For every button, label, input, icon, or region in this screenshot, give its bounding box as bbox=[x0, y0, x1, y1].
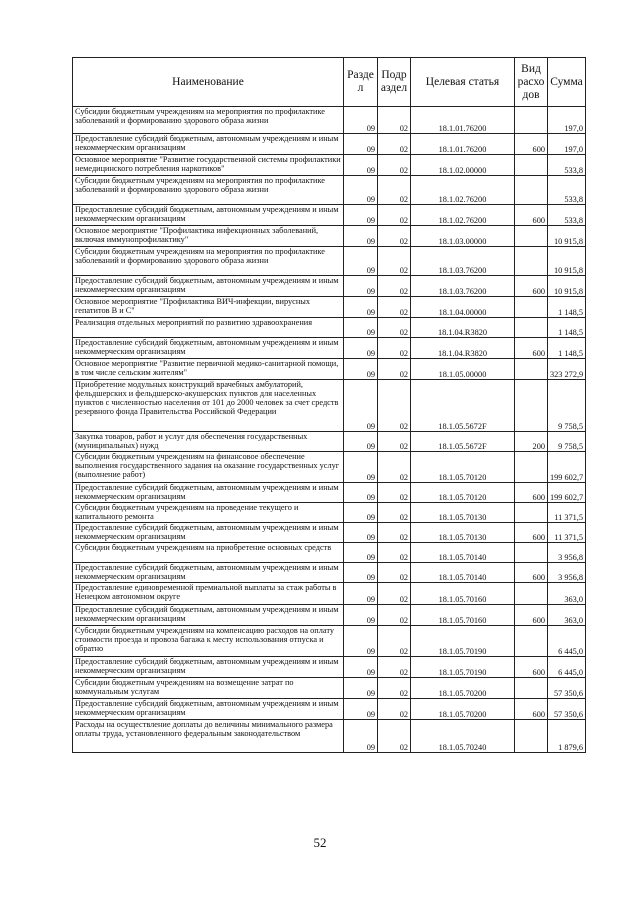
row-tselevaya-statya-cell: 18.1.05.70120 bbox=[411, 452, 515, 483]
table-row bbox=[73, 247, 586, 276]
row-podrazdel-cell: 02 bbox=[378, 134, 411, 155]
row-name-cell: Основное мероприятие "Профилактика ВИЧ-инфекции, вирусных гепатитов В и С" bbox=[73, 297, 344, 318]
row-razdel-cell: 09 bbox=[344, 318, 378, 338]
row-podrazdel-cell: 02 bbox=[378, 226, 411, 247]
row-name-cell: Предоставление субсидий бюджетным, автономным учреждениям и иным некоммерческим организациям bbox=[73, 657, 344, 678]
row-razdel-cell: 09 bbox=[344, 543, 378, 563]
row-vid-raskhodov-cell bbox=[515, 543, 548, 563]
row-name-cell: Субсидии бюджетным учреждениям на приобретение основных средств bbox=[73, 543, 344, 563]
row-podrazdel-cell: 02 bbox=[378, 107, 411, 134]
row-tselevaya-statya-cell: 18.1.05.70200 bbox=[411, 678, 515, 699]
row-vid-raskhodov-cell bbox=[515, 318, 548, 338]
table-body bbox=[73, 107, 586, 753]
row-name-cell: Предоставление субсидий бюджетным, автономным учреждениям и иным некоммерческим организациям bbox=[73, 483, 344, 503]
row-summa-cell: 10 915,8 bbox=[548, 276, 586, 297]
row-name-cell: Предоставление единовременной премиальной выплаты за стаж работы в Ненецком автономном округе bbox=[73, 583, 344, 605]
row-tselevaya-statya-cell: 18.1.05.5672F bbox=[411, 380, 515, 432]
col-header-podrazdel: Подр аздел bbox=[378, 58, 411, 107]
row-podrazdel-cell: 02 bbox=[378, 297, 411, 318]
row-podrazdel-cell: 02 bbox=[378, 359, 411, 380]
row-tselevaya-statya-cell: 18.1.05.70130 bbox=[411, 523, 515, 543]
row-tselevaya-statya-cell: 18.1.03.00000 bbox=[411, 226, 515, 247]
row-tselevaya-statya-cell: 18.1.05.70240 bbox=[411, 720, 515, 753]
row-razdel-cell: 09 bbox=[344, 626, 378, 657]
row-razdel-cell: 09 bbox=[344, 583, 378, 605]
row-tselevaya-statya-cell: 18.1.05.70140 bbox=[411, 563, 515, 583]
row-razdel-cell: 09 bbox=[344, 176, 378, 205]
row-name-cell: Субсидии бюджетным учреждениям на компенсацию расходов на оплату стоимости проезда и провоза багажа к месту использования отпуска и обратно bbox=[73, 626, 344, 657]
row-summa-cell: 11 371,5 bbox=[548, 523, 586, 543]
budget-table bbox=[72, 57, 586, 753]
row-vid-raskhodov-cell bbox=[515, 297, 548, 318]
row-vid-raskhodov-cell bbox=[515, 155, 548, 176]
table-row bbox=[73, 503, 586, 523]
row-podrazdel-cell: 02 bbox=[378, 338, 411, 359]
row-summa-cell: 199 602,7 bbox=[548, 483, 586, 503]
row-razdel-cell: 09 bbox=[344, 657, 378, 678]
table-row bbox=[73, 605, 586, 626]
row-summa-cell: 533,8 bbox=[548, 176, 586, 205]
row-razdel-cell: 09 bbox=[344, 338, 378, 359]
row-tselevaya-statya-cell: 18.1.05.70200 bbox=[411, 699, 515, 720]
row-razdel-cell: 09 bbox=[344, 107, 378, 134]
row-podrazdel-cell: 02 bbox=[378, 563, 411, 583]
row-vid-raskhodov-cell bbox=[515, 380, 548, 432]
row-podrazdel-cell: 02 bbox=[378, 657, 411, 678]
row-vid-raskhodov-cell: 600 bbox=[515, 134, 548, 155]
row-summa-cell: 199 602,7 bbox=[548, 452, 586, 483]
col-header-tselevaya-statya: Целевая статья bbox=[411, 58, 515, 107]
table-row bbox=[73, 226, 586, 247]
row-razdel-cell: 09 bbox=[344, 155, 378, 176]
row-podrazdel-cell: 02 bbox=[378, 155, 411, 176]
row-vid-raskhodov-cell: 600 bbox=[515, 605, 548, 626]
row-name-cell: Предоставление субсидий бюджетным, автономным учреждениям и иным некоммерческим организациям bbox=[73, 563, 344, 583]
row-vid-raskhodov-cell bbox=[515, 359, 548, 380]
row-summa-cell: 3 956,8 bbox=[548, 563, 586, 583]
row-summa-cell: 9 758,5 bbox=[548, 380, 586, 432]
row-podrazdel-cell: 02 bbox=[378, 583, 411, 605]
row-podrazdel-cell: 02 bbox=[378, 205, 411, 226]
table-row bbox=[73, 563, 586, 583]
row-summa-cell: 197,0 bbox=[548, 134, 586, 155]
row-tselevaya-statya-cell: 18.1.05.70130 bbox=[411, 503, 515, 523]
row-podrazdel-cell: 02 bbox=[378, 247, 411, 276]
col-header-vid-raskhodov: Вид расхо дов bbox=[515, 58, 548, 107]
row-summa-cell: 11 371,5 bbox=[548, 503, 586, 523]
row-razdel-cell: 09 bbox=[344, 359, 378, 380]
row-name-cell: Реализация отдельных мероприятий по развитию здравоохранения bbox=[73, 318, 344, 338]
row-name-cell: Предоставление субсидий бюджетным, автономным учреждениям и иным некоммерческим организациям bbox=[73, 276, 344, 297]
row-vid-raskhodov-cell bbox=[515, 583, 548, 605]
row-tselevaya-statya-cell: 18.1.02.76200 bbox=[411, 205, 515, 226]
row-vid-raskhodov-cell bbox=[515, 247, 548, 276]
row-name-cell: Предоставление субсидий бюджетным, автономным учреждениям и иным некоммерческим организациям bbox=[73, 338, 344, 359]
row-razdel-cell: 09 bbox=[344, 483, 378, 503]
row-summa-cell: 1 879,6 bbox=[548, 720, 586, 753]
table-row bbox=[73, 155, 586, 176]
row-name-cell: Субсидии бюджетным учреждениям на финансовое обеспечение выполнения государственного задания на оказание государственных услуг (выполнение работ) bbox=[73, 452, 344, 483]
row-tselevaya-statya-cell: 18.1.02.76200 bbox=[411, 176, 515, 205]
row-razdel-cell: 09 bbox=[344, 452, 378, 483]
row-podrazdel-cell: 02 bbox=[378, 605, 411, 626]
row-tselevaya-statya-cell: 18.1.01.76200 bbox=[411, 107, 515, 134]
row-vid-raskhodov-cell bbox=[515, 678, 548, 699]
table-row bbox=[73, 359, 586, 380]
row-name-cell: Субсидии бюджетным учреждениям на мероприятия по профилактике заболеваний и формированию здорового образа жизни bbox=[73, 107, 344, 134]
row-vid-raskhodov-cell: 200 bbox=[515, 432, 548, 452]
row-vid-raskhodov-cell: 600 bbox=[515, 523, 548, 543]
row-podrazdel-cell: 02 bbox=[378, 452, 411, 483]
row-razdel-cell: 09 bbox=[344, 563, 378, 583]
row-summa-cell: 57 350,6 bbox=[548, 678, 586, 699]
table-row bbox=[73, 380, 586, 432]
row-summa-cell: 10 915,8 bbox=[548, 226, 586, 247]
page-number: 52 bbox=[313, 835, 327, 850]
row-vid-raskhodov-cell: 600 bbox=[515, 483, 548, 503]
row-razdel-cell: 09 bbox=[344, 226, 378, 247]
row-tselevaya-statya-cell: 18.1.02.00000 bbox=[411, 155, 515, 176]
row-vid-raskhodov-cell: 600 bbox=[515, 205, 548, 226]
row-name-cell: Приобретение модульных конструкций врачебных амбулаторий, фельдшерских и фельдшерско-акушерских пунктов для населенных пунктов с численностью населения от 101 до 2000 человек за счет средств резервного фонда Правительства Российской Федерации bbox=[73, 380, 344, 432]
row-razdel-cell: 09 bbox=[344, 297, 378, 318]
row-name-cell: Предоставление субсидий бюджетным, автономным учреждениям и иным некоммерческим организациям bbox=[73, 699, 344, 720]
row-summa-cell: 57 350,6 bbox=[548, 699, 586, 720]
table-row bbox=[73, 297, 586, 318]
table-row bbox=[73, 276, 586, 297]
row-razdel-cell: 09 bbox=[344, 276, 378, 297]
row-tselevaya-statya-cell: 18.1.05.5672F bbox=[411, 432, 515, 452]
row-razdel-cell: 09 bbox=[344, 605, 378, 626]
table-row bbox=[73, 134, 586, 155]
table-row bbox=[73, 720, 586, 753]
row-summa-cell: 323 272,9 bbox=[548, 359, 586, 380]
row-podrazdel-cell: 02 bbox=[378, 318, 411, 338]
row-podrazdel-cell: 02 bbox=[378, 626, 411, 657]
row-summa-cell: 197,0 bbox=[548, 107, 586, 134]
table-row bbox=[73, 318, 586, 338]
row-tselevaya-statya-cell: 18.1.05.70190 bbox=[411, 657, 515, 678]
row-razdel-cell: 09 bbox=[344, 247, 378, 276]
table-row bbox=[73, 543, 586, 563]
row-tselevaya-statya-cell: 18.1.05.00000 bbox=[411, 359, 515, 380]
row-vid-raskhodov-cell: 600 bbox=[515, 276, 548, 297]
row-tselevaya-statya-cell: 18.1.04.R3820 bbox=[411, 318, 515, 338]
row-razdel-cell: 09 bbox=[344, 380, 378, 432]
row-name-cell: Расходы на осуществление доплаты до величины минимального размера оплаты труда, установленного федеральным законодательством bbox=[73, 720, 344, 753]
col-header-razdel: Разде л bbox=[344, 58, 378, 107]
table-row bbox=[73, 205, 586, 226]
col-header-summa: Сумма bbox=[548, 58, 586, 107]
table-row bbox=[73, 583, 586, 605]
row-tselevaya-statya-cell: 18.1.01.76200 bbox=[411, 134, 515, 155]
row-summa-cell: 10 915,8 bbox=[548, 247, 586, 276]
table-row bbox=[73, 176, 586, 205]
row-vid-raskhodov-cell bbox=[515, 226, 548, 247]
row-tselevaya-statya-cell: 18.1.05.70140 bbox=[411, 543, 515, 563]
row-razdel-cell: 09 bbox=[344, 432, 378, 452]
row-tselevaya-statya-cell: 18.1.05.70190 bbox=[411, 626, 515, 657]
table-header-row bbox=[73, 58, 586, 107]
row-podrazdel-cell: 02 bbox=[378, 523, 411, 543]
row-summa-cell: 363,0 bbox=[548, 583, 586, 605]
row-name-cell: Субсидии бюджетным учреждениям на мероприятия по профилактике заболеваний и формированию здорового образа жизни bbox=[73, 176, 344, 205]
row-summa-cell: 6 445,0 bbox=[548, 657, 586, 678]
row-tselevaya-statya-cell: 18.1.05.70160 bbox=[411, 605, 515, 626]
row-podrazdel-cell: 02 bbox=[378, 543, 411, 563]
row-summa-cell: 533,8 bbox=[548, 205, 586, 226]
row-summa-cell: 363,0 bbox=[548, 605, 586, 626]
row-name-cell: Предоставление субсидий бюджетным, автономным учреждениям и иным некоммерческим организациям bbox=[73, 523, 344, 543]
row-tselevaya-statya-cell: 18.1.04.R3820 bbox=[411, 338, 515, 359]
row-vid-raskhodov-cell: 600 bbox=[515, 563, 548, 583]
row-razdel-cell: 09 bbox=[344, 205, 378, 226]
row-name-cell: Субсидии бюджетным учреждениям на возмещение затрат по коммунальным услугам bbox=[73, 678, 344, 699]
row-name-cell: Предоставление субсидий бюджетным, автономным учреждениям и иным некоммерческим организациям bbox=[73, 134, 344, 155]
table-row bbox=[73, 657, 586, 678]
row-podrazdel-cell: 02 bbox=[378, 276, 411, 297]
row-vid-raskhodov-cell bbox=[515, 626, 548, 657]
row-razdel-cell: 09 bbox=[344, 720, 378, 753]
row-name-cell: Основное мероприятие "Развитие первичной медико-санитарной помощи, в том числе сельским жителям" bbox=[73, 359, 344, 380]
row-name-cell: Предоставление субсидий бюджетным, автономным учреждениям и иным некоммерческим организациям bbox=[73, 605, 344, 626]
table-row bbox=[73, 452, 586, 483]
row-vid-raskhodov-cell bbox=[515, 720, 548, 753]
table-row bbox=[73, 678, 586, 699]
row-razdel-cell: 09 bbox=[344, 678, 378, 699]
row-name-cell: Основное мероприятие "Развитие государственной системы профилактики немедицинского потребления наркотиков" bbox=[73, 155, 344, 176]
row-tselevaya-statya-cell: 18.1.05.70160 bbox=[411, 583, 515, 605]
row-summa-cell: 9 758,5 bbox=[548, 432, 586, 452]
row-vid-raskhodov-cell bbox=[515, 176, 548, 205]
row-razdel-cell: 09 bbox=[344, 523, 378, 543]
row-name-cell: Предоставление субсидий бюджетным, автономным учреждениям и иным некоммерческим организациям bbox=[73, 205, 344, 226]
table-row bbox=[73, 432, 586, 452]
row-podrazdel-cell: 02 bbox=[378, 483, 411, 503]
row-summa-cell: 533,8 bbox=[548, 155, 586, 176]
row-tselevaya-statya-cell: 18.1.05.70120 bbox=[411, 483, 515, 503]
row-summa-cell: 1 148,5 bbox=[548, 338, 586, 359]
row-vid-raskhodov-cell bbox=[515, 452, 548, 483]
row-podrazdel-cell: 02 bbox=[378, 176, 411, 205]
row-summa-cell: 6 445,0 bbox=[548, 626, 586, 657]
row-vid-raskhodov-cell: 600 bbox=[515, 699, 548, 720]
row-summa-cell: 1 148,5 bbox=[548, 297, 586, 318]
table-row bbox=[73, 107, 586, 134]
row-vid-raskhodov-cell: 600 bbox=[515, 657, 548, 678]
row-podrazdel-cell: 02 bbox=[378, 720, 411, 753]
row-podrazdel-cell: 02 bbox=[378, 503, 411, 523]
row-tselevaya-statya-cell: 18.1.03.76200 bbox=[411, 247, 515, 276]
row-vid-raskhodov-cell bbox=[515, 503, 548, 523]
row-tselevaya-statya-cell: 18.1.03.76200 bbox=[411, 276, 515, 297]
row-name-cell: Субсидии бюджетным учреждениям на мероприятия по профилактике заболеваний и формированию здорового образа жизни bbox=[73, 247, 344, 276]
row-summa-cell: 3 956,8 bbox=[548, 543, 586, 563]
row-razdel-cell: 09 bbox=[344, 503, 378, 523]
row-name-cell: Закупка товаров, работ и услуг для обеспечения государственных (муниципальных) нужд bbox=[73, 432, 344, 452]
row-vid-raskhodov-cell: 600 bbox=[515, 338, 548, 359]
row-summa-cell: 1 148,5 bbox=[548, 318, 586, 338]
row-podrazdel-cell: 02 bbox=[378, 699, 411, 720]
table-row bbox=[73, 483, 586, 503]
row-name-cell: Субсидии бюджетным учреждениям на проведение текущего и капитального ремонта bbox=[73, 503, 344, 523]
col-header-name: Наименование bbox=[73, 58, 344, 107]
table-row bbox=[73, 523, 586, 543]
row-razdel-cell: 09 bbox=[344, 699, 378, 720]
row-vid-raskhodov-cell bbox=[515, 107, 548, 134]
row-podrazdel-cell: 02 bbox=[378, 678, 411, 699]
table-row bbox=[73, 699, 586, 720]
table-row bbox=[73, 338, 586, 359]
row-podrazdel-cell: 02 bbox=[378, 380, 411, 432]
table-row bbox=[73, 626, 586, 657]
row-name-cell: Основное мероприятие "Профилактика инфекционных заболеваний, включая иммунопрофилактику" bbox=[73, 226, 344, 247]
row-podrazdel-cell: 02 bbox=[378, 432, 411, 452]
row-razdel-cell: 09 bbox=[344, 134, 378, 155]
row-tselevaya-statya-cell: 18.1.04.00000 bbox=[411, 297, 515, 318]
